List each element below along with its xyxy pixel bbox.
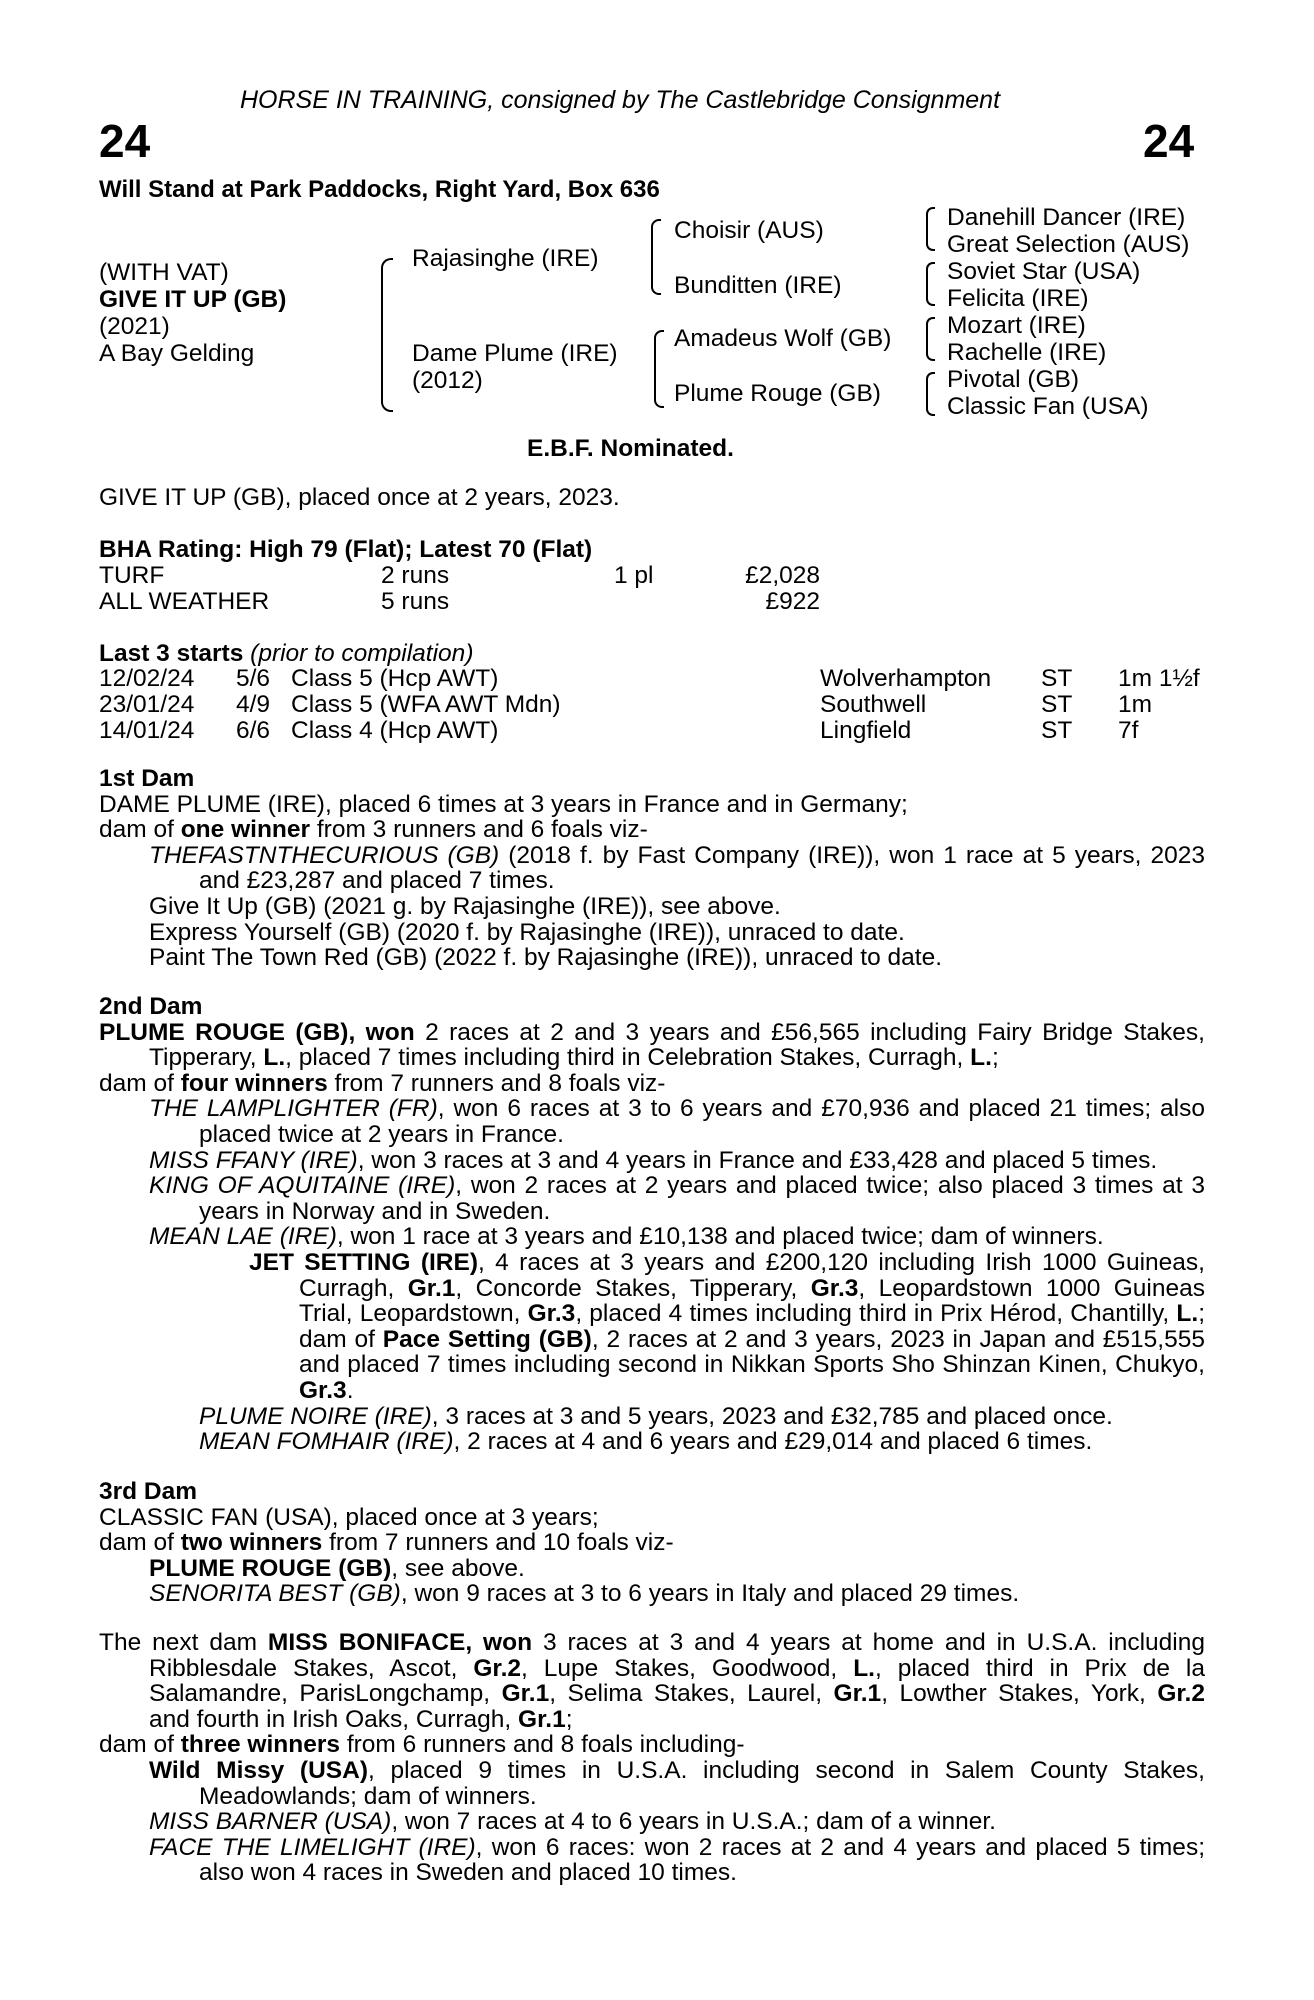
pedigree-dam-sire: Amadeus Wolf (GB) bbox=[674, 325, 892, 352]
vat-note: (WITH VAT) bbox=[99, 259, 229, 286]
horse-name: GIVE IT UP (GB) bbox=[99, 286, 287, 313]
pedigree-g3-5: Mozart (IRE) bbox=[947, 312, 1086, 339]
rating-aw-prize: £922 bbox=[765, 588, 820, 615]
pedigree-g3-8: Classic Fan (USA) bbox=[947, 393, 1149, 420]
lot-number-left: 24 bbox=[99, 115, 151, 167]
start-course: Lingfield bbox=[820, 717, 912, 744]
pedigree-brace-main bbox=[381, 258, 393, 412]
rating-aw-surface: ALL WEATHER bbox=[99, 588, 270, 615]
start-pos: 4/9 bbox=[236, 691, 271, 718]
second-dam-produce: dam of four winners from 7 runners and 8 foals viz- bbox=[99, 1069, 666, 1097]
pedigree-brace-sire bbox=[651, 219, 661, 295]
pedigree-g3-2: Great Selection (AUS) bbox=[947, 231, 1190, 258]
pedigree-dam-dam: Plume Rouge (GB) bbox=[674, 380, 881, 407]
first-dam-foal: Express Yourself (GB) (2020 f. by Rajasinghe (IRE)), unraced to date. bbox=[149, 918, 905, 946]
start-date: 14/01/24 bbox=[99, 717, 195, 744]
first-dam-heading: 1st Dam bbox=[99, 765, 195, 792]
lot-number-right: 24 bbox=[1143, 115, 1195, 167]
first-dam-produce: dam of one winner from 3 runners and 6 foals viz- bbox=[99, 816, 648, 844]
second-dam-grandfoal: MEAN FOMHAIR (IRE), 2 races at 4 and 6 years and £29,014 and placed 6 times. bbox=[199, 1428, 1093, 1456]
third-dam-section bbox=[99, 1479, 1205, 1607]
horse-description: A Bay Gelding bbox=[99, 340, 255, 367]
last-starts-note: (prior to compilation) bbox=[250, 640, 474, 667]
start-date: 12/02/24 bbox=[99, 665, 195, 692]
second-dam-foal: MISS FFANY (IRE), won 3 races at 3 and 4 years in France and £33,428 and placed 5 times. bbox=[149, 1146, 1158, 1174]
pedigree-dam: Dame Plume (IRE) bbox=[412, 340, 618, 367]
last-starts-heading bbox=[99, 640, 473, 668]
pedigree-brace-g4 bbox=[926, 372, 935, 416]
start-going: ST bbox=[1041, 717, 1073, 744]
pedigree-sire-dam: Bunditten (IRE) bbox=[674, 272, 842, 299]
start-race: Class 5 (WFA AWT Mdn) bbox=[291, 691, 561, 718]
pedigree-g3-3: Soviet Star (USA) bbox=[947, 258, 1141, 285]
start-race: Class 4 (Hcp AWT) bbox=[291, 717, 499, 744]
pedigree-g3-4: Felicita (IRE) bbox=[947, 285, 1089, 312]
first-dam-line: DAME PLUME (IRE), placed 6 times at 3 years in France and in Germany; bbox=[99, 790, 908, 818]
rating-turf-prize: £2,028 bbox=[745, 562, 820, 589]
third-dam-foal: SENORITA BEST (GB), won 9 races at 3 to 6 years in Italy and placed 29 times. bbox=[149, 1580, 1020, 1608]
start-distance: 1m bbox=[1118, 691, 1153, 718]
second-dam-foal: MEAN LAE (IRE), won 1 race at 3 years and £10,138 and placed twice; dam of winners. bbox=[149, 1223, 1104, 1251]
page-subtitle: HORSE IN TRAINING, consigned by The Castlebridge Consignment bbox=[240, 86, 1001, 114]
second-dam-grandfoal: PLUME NOIRE (IRE), 3 races at 3 and 5 years, 2023 and £32,785 and placed once. bbox=[199, 1402, 1113, 1430]
horse-year: (2021) bbox=[99, 313, 170, 340]
first-dam-foal: Give It Up (GB) (2021 g. by Rajasinghe (IRE)), see above. bbox=[149, 892, 781, 920]
rating-turf-surface: TURF bbox=[99, 562, 165, 589]
second-dam-foal: KING OF AQUITAINE (IRE), won 2 races at 2 years and placed twice; also placed 3 times at 3 years in Norway and in Sweden. bbox=[149, 1172, 1205, 1225]
second-dam-grandfoal: JET SETTING (IRE), 4 races at 3 years and £200,120 including Irish 1000 Guineas, Curragh, Gr.1, Concorde Stakes, Tipperary, Gr.3, Leopardstown 1000 Guineas Trial, Leopardstown, Gr.3, placed 4 times including third in Prix Hérod, Chantilly, L.; dam of Pace Setting (GB), 2 races at 2 and 3 years, 2023 in Japan and £515,555 and placed 7 times including second in Nikkan Sports Sho Shinzan Kinen, Chukyo, Gr.3. bbox=[249, 1248, 1206, 1404]
second-dam-section bbox=[99, 994, 1205, 1455]
rating-aw-runs: 5 runs bbox=[381, 588, 450, 615]
pedigree-brace-g3 bbox=[926, 317, 935, 361]
start-distance: 1m 1½f bbox=[1118, 665, 1200, 692]
second-dam-heading: 2nd Dam bbox=[99, 993, 203, 1020]
start-course: Southwell bbox=[820, 691, 927, 718]
last-starts-title: Last 3 starts bbox=[99, 640, 244, 667]
second-dam-line: PLUME ROUGE (GB), won 2 races at 2 and 3 years and £56,565 including Fairy Bridge Stakes, Tipperary, L., placed 7 times including third in Celebration Stakes, Curragh, L.; bbox=[99, 1018, 1205, 1072]
rating-turf-placed: 1 pl bbox=[614, 562, 654, 589]
start-going: ST bbox=[1041, 665, 1073, 692]
next-dam-foal: MISS BARNER (USA), won 7 races at 4 to 6 years in U.S.A.; dam of a winner. bbox=[149, 1808, 996, 1836]
third-dam-line: CLASSIC FAN (USA), placed once at 3 years; bbox=[99, 1503, 599, 1531]
rating-turf-runs: 2 runs bbox=[381, 562, 450, 589]
start-distance: 7f bbox=[1118, 717, 1139, 744]
next-dam-section bbox=[99, 1630, 1205, 1886]
third-dam-heading: 3rd Dam bbox=[99, 1478, 198, 1505]
start-date: 23/01/24 bbox=[99, 691, 195, 718]
second-dam-foal: THE LAMPLIGHTER (FR), won 6 races at 3 to 6 years and £70,936 and placed 21 times; also placed twice at 2 years in France. bbox=[149, 1095, 1205, 1148]
first-dam-foal: THEFASTNTHECURIOUS (GB) (2018 f. by Fast Company (IRE)), won 1 race at 5 years, 2023 and £23,287 and placed 7 times. bbox=[149, 841, 1205, 895]
pedigree-dam-year: (2012) bbox=[412, 367, 483, 394]
pedigree-brace-g1 bbox=[926, 207, 935, 251]
pedigree-sire: Rajasinghe (IRE) bbox=[412, 245, 599, 272]
pedigree-g3-1: Danehill Dancer (IRE) bbox=[947, 204, 1186, 231]
start-pos: 5/6 bbox=[236, 665, 271, 692]
pedigree-brace-dam bbox=[654, 330, 664, 408]
start-course: Wolverhampton bbox=[820, 665, 992, 692]
next-dam-produce: dam of three winners from 6 runners and 8 foals including- bbox=[99, 1731, 745, 1759]
bha-rating: BHA Rating: High 79 (Flat); Latest 70 (Flat) bbox=[99, 536, 593, 563]
pedigree-g3-6: Rachelle (IRE) bbox=[947, 339, 1107, 366]
third-dam-foal: PLUME ROUGE (GB), see above. bbox=[149, 1554, 525, 1582]
pedigree-sire-sire: Choisir (AUS) bbox=[674, 217, 824, 244]
pedigree-brace-g2 bbox=[926, 262, 935, 306]
next-dam-foal: Wild Missy (USA), placed 9 times in U.S.A. including second in Salem County Stakes, Meadowlands; dam of winners. bbox=[149, 1756, 1205, 1810]
pedigree-g3-7: Pivotal (GB) bbox=[947, 366, 1080, 393]
start-race: Class 5 (Hcp AWT) bbox=[291, 665, 499, 692]
first-dam-section bbox=[99, 766, 1205, 971]
third-dam-produce: dam of two winners from 7 runners and 10 foals viz- bbox=[99, 1529, 674, 1557]
next-dam-foal: FACE THE LIMELIGHT (IRE), won 6 races: won 2 races at 2 and 4 years and placed 5 times; also won 4 races in Sweden and placed 10 times. bbox=[149, 1833, 1205, 1887]
stand-location: Will Stand at Park Paddocks, Right Yard, Box 636 bbox=[99, 176, 660, 203]
next-dam-line: The next dam MISS BONIFACE, won 3 races at 3 and 4 years at home and in U.S.A. including Ribblesdale Stakes, Ascot, Gr.2, Lupe Stakes, Goodwood, L., placed third in Prix de la Salamandre, ParisLongchamp, Gr.1, Selima Stakes, Laurel, Gr.1, Lowther Stakes, York, Gr.2 and fourth in Irish Oaks, Curragh, Gr.1; bbox=[99, 1629, 1206, 1733]
first-dam-foal: Paint The Town Red (GB) (2022 f. by Rajasinghe (IRE)), unraced to date. bbox=[149, 944, 943, 972]
ebf-nominated: E.B.F. Nominated. bbox=[527, 435, 734, 462]
horse-summary: GIVE IT UP (GB), placed once at 2 years, 2023. bbox=[99, 484, 620, 511]
start-going: ST bbox=[1041, 691, 1073, 718]
start-pos: 6/6 bbox=[236, 717, 271, 744]
